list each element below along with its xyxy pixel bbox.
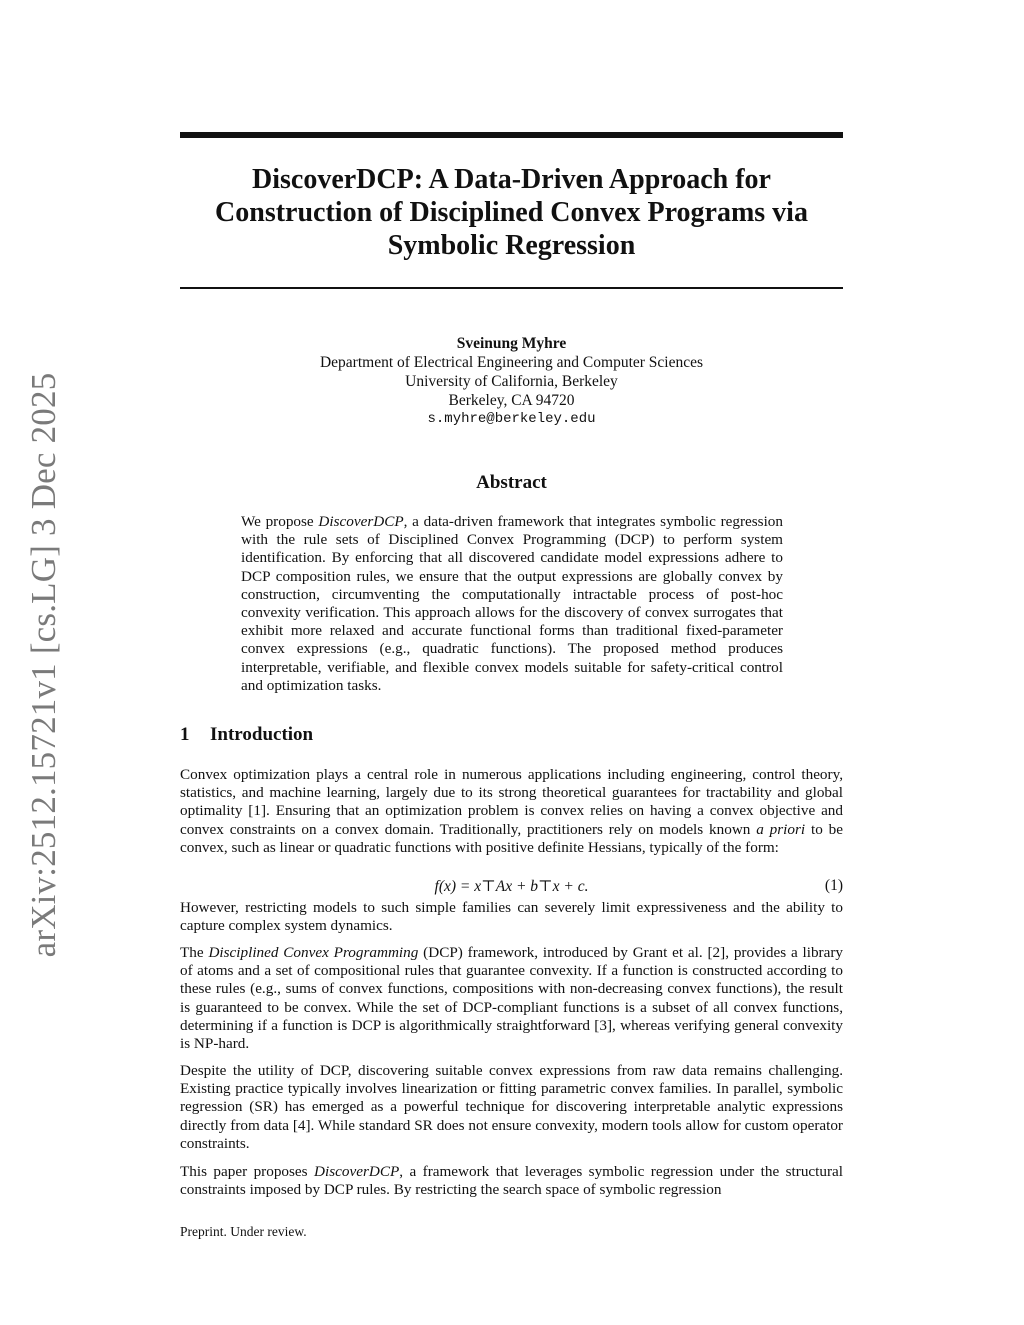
paragraph: However, restricting models to such simple families can severely limit expressiveness and the ability to capture complex system dynamics. <box>180 899 843 935</box>
abstract-text: We propose <box>241 513 319 530</box>
emphasis-text: Disciplined Convex Programming <box>208 944 419 961</box>
author-name: Sveinung Myhre <box>456 335 567 352</box>
title-bottom-rule <box>180 287 843 289</box>
paragraph-text: to be convex, such as linear or quadratic functions with positive definite Hessians, typically of the form: <box>180 820 843 856</box>
paragraph <box>180 1163 843 1199</box>
paragraph-text: The <box>180 944 209 961</box>
abstract-body <box>241 513 783 695</box>
paragraph-text: , a framework that leverages symbolic regression under the structural constraints imposed by DCP rules. By restricting the search space of symbolic regression <box>180 1163 843 1199</box>
author-block <box>180 334 843 429</box>
abstract-heading: Abstract <box>476 472 547 493</box>
section-heading <box>180 724 313 746</box>
title-line: DiscoverDCP: A Data-Driven Approach for <box>252 164 771 195</box>
equation-expression: f(x) = x⊤Ax + b⊤x + c. <box>434 878 589 895</box>
author-university: University of California, Berkeley <box>405 373 618 390</box>
title-top-rule <box>180 132 843 138</box>
emphasis-text: DiscoverDCP <box>314 1163 400 1180</box>
section-number: 1 <box>180 724 190 745</box>
paper-title <box>180 163 843 262</box>
paragraph <box>180 766 843 857</box>
title-line: Construction of Disciplined Convex Programs via <box>215 197 808 228</box>
abstract-method-name: DiscoverDCP <box>318 513 404 530</box>
author-address: Berkeley, CA 94720 <box>448 392 575 409</box>
section-title: Introduction <box>210 724 314 745</box>
abstract-text: , a data-driven framework that integrates symbolic regression with the rule sets of Disciplined Convex Programming (DCP) to perform system identification. By enforcing that all discovered candidate model expressions adhere to DCP composition rules, we ensure that the output expressions are globally convex by construction, circumventing the computationally intractable process of post-hoc convexity verification. This approach allows for the discovery of convex surrogates that exhibit more relaxed and accurate functional forms than traditional fixed-parameter convex expressions (e.g., quadratic functions). The proposed method produces interpretable, verifiable, and flexible convex models suitable for safety-critical control and optimization tasks. <box>241 513 783 694</box>
equation <box>180 877 843 897</box>
author-department: Department of Electrical Engineering and Computer Sciences <box>319 354 704 371</box>
equation-number: (1) <box>824 877 843 894</box>
page-footer: Preprint. Under review. <box>180 1224 307 1239</box>
author-email[interactable]: s.myhre@berkeley.edu <box>427 411 596 427</box>
paragraph-text: Convex optimization plays a central role in numerous applications including engineering, control theory, statistics, and machine learning, largely due to its strong theoretical guarantees for tractability and global optimality [1]. Ensuring that an optimization problem is convex relies on having a convex objective and convex constraints on a convex domain. Traditionally, practitioners rely on models known <box>180 766 843 838</box>
emphasis-text: a priori <box>756 820 806 838</box>
paragraph <box>180 944 843 1053</box>
arxiv-identifier: arXiv:2512.15721v1 [cs.LG] 3 Dec 2025 <box>24 372 63 958</box>
title-line: Symbolic Regression <box>387 230 636 261</box>
paragraph-text: This paper proposes <box>180 1163 315 1180</box>
paragraph-text: (DCP) framework, introduced by Grant et al. [2], provides a library of atoms and a set of compositional rules that guarantee convexity. If a function is constructed according to these rules (e.g., sums of convex functions, compositions with non-decreasing convex functions), the result is guaranteed to be convex. While the set of DCP-compliant functions is a subset of all convex functions, determining if a function is DCP is algorithmically straightforward [3], whereas verifying general convexity is NP-hard. <box>180 944 844 1053</box>
paragraph: Despite the utility of DCP, discovering suitable convex expressions from raw data remains challenging. Existing practice typically involves linearization or fitting parametric convex families. In parallel, symbolic regression (SR) has emerged as a powerful technique for discovering interpretable analytic expressions directly from data [4]. While standard SR does not ensure convexity, modern tools allow for custom operator constraints. <box>180 1062 843 1152</box>
